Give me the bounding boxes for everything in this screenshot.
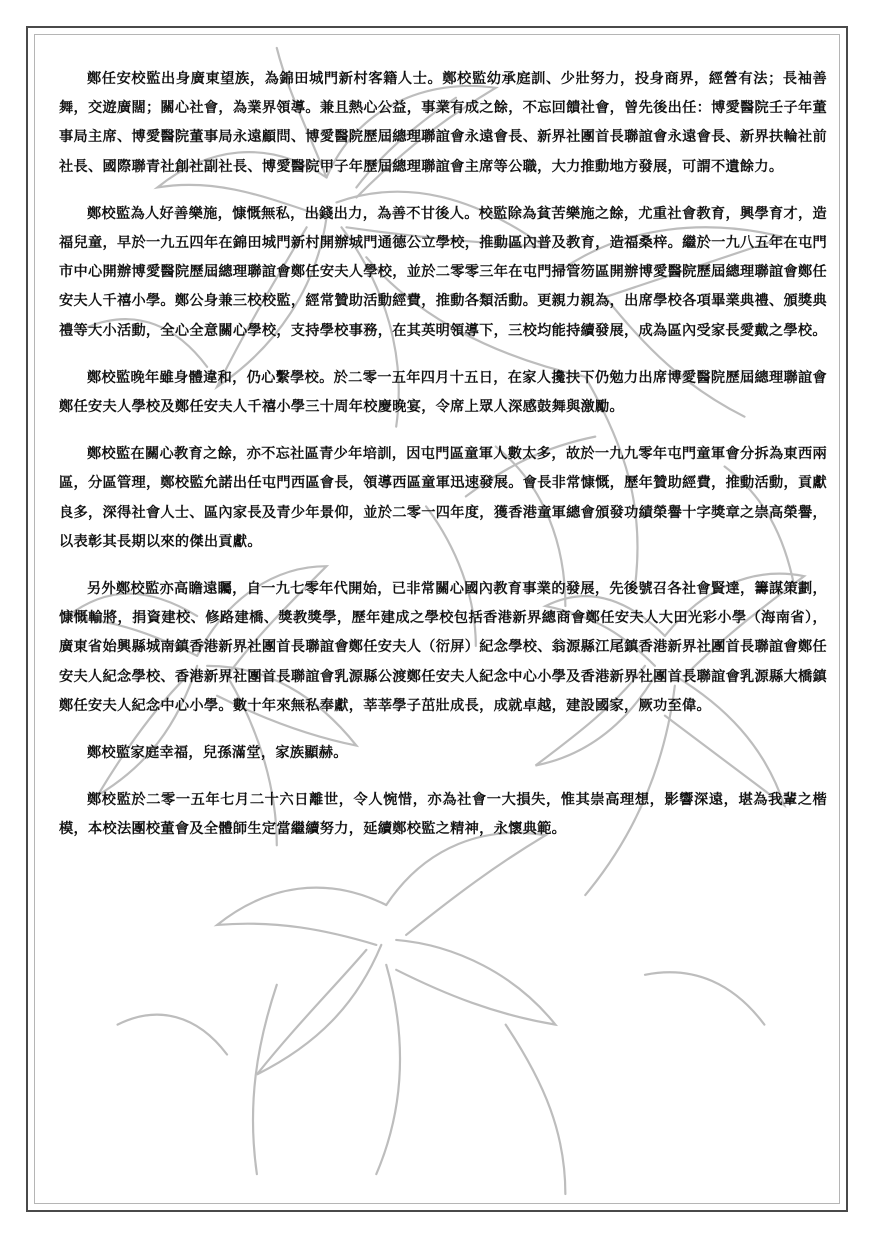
document-body bbox=[59, 65, 827, 863]
page-border bbox=[26, 26, 848, 1212]
paragraph-education: 鄭校監為人好善樂施，慷慨無私，出錢出力，為善不甘後人。校監除為貧苦樂施之餘，尤重社會教育，興學育才，造福兒童，早於一九五四年在錦田城門新村開辦城門通德公立學校，推動區內普及教育，造福桑梓。繼於一九八五年在屯門市中心開辦博愛醫院歷屆總理聯誼會鄭任安夫人學校，並於二零零三年在屯門掃管笏區開辦博愛醫院歷屆總理聯誼會鄭任安夫人千禧小學。鄭公身兼三校校監，經常贊助活動經費，推動各類活動。更親力親為，出席學校各項畢業典禮、頒獎典禮等大小活動，全心全意關心學校，支持學校事務，在其英明領導下，三校均能持續發展，成為區內受家長愛戴之學校。 bbox=[59, 205, 827, 339]
paragraph-later-years: 鄭校監晚年雖身體違和，仍心繫學校。於二零一五年四月十五日，在家人攙扶下仍勉力出席博愛醫院歷屆總理聯誼會鄭任安夫人學校及鄭任安夫人千禧小學三十周年校慶晚宴，令席上眾人深感鼓舞與激勵。 bbox=[59, 369, 827, 416]
paragraph-family: 鄭校監家庭幸福，兒孫滿堂，家族顯赫。 bbox=[87, 745, 348, 762]
paragraph-memorial: 鄭校監於二零一五年七月二十六日離世，令人惋惜，亦為社會一大損失，惟其崇高理想，影響深遠，堪為我輩之楷模，本校法團校董會及全體師生定當繼續努力，延續鄭校監之精神，永懷典範。 bbox=[59, 792, 827, 838]
paragraph-mainland-schools: 另外鄭校監亦高瞻遠矚，自一九七零年代開始，已非常關心國內教育事業的發展，先後號召各社會賢達，籌謀策劃，慷慨輸將，捐資建校、修路建橋、獎教獎學，歷年建成之學校包括香港新界總商會鄭任安夫人大田光彩小學（海南省），廣東省始興縣城南鎮香港新界社團首長聯誼會鄭任安夫人（衍屏）紀念學校、翁源縣江尾鎮香港新界社團首長聯誼會鄭任安夫人紀念學校、香港新界社團首長聯誼會乳源縣公渡鄭任安夫人紀念中心小學及香港新界社團首長聯誼會乳源縣大橋鎮鄭任安夫人紀念中心小學。數十年來無私奉獻，莘莘學子茁壯成長，成就卓越，建設國家，厥功至偉。 bbox=[59, 581, 827, 714]
paragraph-career: 鄭任安校監出身廣東望族，為錦田城門新村客籍人士。鄭校監幼承庭訓、少壯努力，投身商界，經營有法；長袖善舞，交遊廣闊；關心社會，為業界領導。兼且熱心公益，事業有成之餘，不忘回饋社會，曾先後出任：博愛醫院壬子年董事局主席、博愛醫院董事局永遠顧問、博愛醫院歷屆總理聯誼會永遠會長、新界社團首長聯誼會永遠會長、新界扶輪社前社長、國際聯青社創社副社長、博愛醫院甲子年歷屆總理聯誼會主席等公職，大力推動地方發展，可謂不遺餘力。 bbox=[59, 71, 827, 175]
paragraph-scouts: 鄭校監在關心教育之餘，亦不忘社區青少年培訓，因屯門區童軍人數太多，故於一九九零年屯門童軍會分拆為東西兩區，分區管理，鄭校監允諾出任屯門西區會長，領導西區童軍迅速發展。會長非常慷慨，歷年贊助經費，推動活動，貢獻良多，深得社會人士、區內家長及青少年景仰，並於二零一四年度，獲香港童軍總會頒發功績榮譽十字獎章之崇高榮譽，以表彰其長期以來的傑出貢獻。 bbox=[59, 446, 827, 550]
